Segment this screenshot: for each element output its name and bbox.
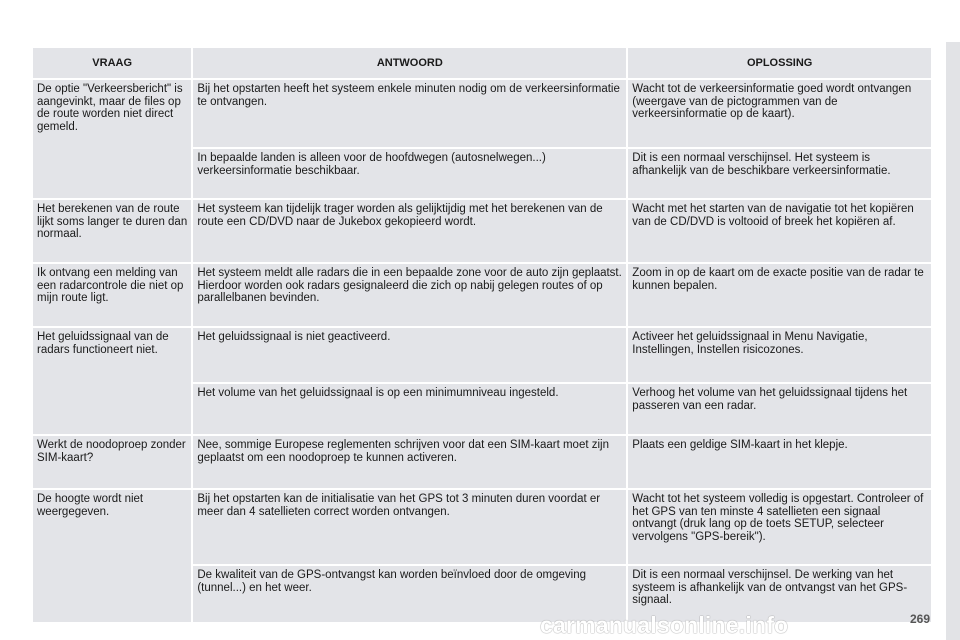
table-row (33, 328, 931, 382)
answer-cell: Het systeem kan tijdelijk trager worden als gelijktijdig met het berekenen van de route een CD/DVD naar de Jukebox gekopieerd wordt. (193, 200, 626, 262)
table-row (33, 264, 931, 326)
solution-cell: Wacht tot de verkeersinformatie goed wordt ontvangen (weergave van de pictogrammen van de verkeersinformatie op de kaart). (628, 80, 931, 147)
header-antwoord: ANTWOORD (193, 48, 626, 78)
solution-cell: Dit is een normaal verschijnsel. De werking van het systeem is afhankelijk van de ontvangst van het GPS-signaal. (628, 566, 931, 622)
solution-cell: Dit is een normaal verschijnsel. Het systeem is afhankelijk van de beschikbare verkeersinformatie. (628, 149, 931, 198)
page-number: 269 (909, 612, 930, 626)
table-row (33, 490, 931, 564)
answer-cell: De kwaliteit van de GPS-ontvangst kan worden beïnvloed door de omgeving (tunnel...) en het weer. (193, 566, 626, 622)
watermark: carmanualsonline.info (540, 612, 789, 638)
question-cell: Het berekenen van de route lijkt soms langer te duren dan normaal. (33, 200, 191, 262)
solution-cell: Wacht tot het systeem volledig is opgestart. Controleer of het GPS van ten minste 4 satellieten een signaal ontvangt (druk lang op de toets SETUP, selecteer vervolgens "GPS-bereik"). (628, 490, 931, 564)
question-cell: De optie "Verkeersbericht" is aangevinkt, maar de files op de route worden niet direct gemeld. (33, 80, 191, 198)
solution-cell: Verhoog het volume van het geluidssignaal tijdens het passeren van een radar. (628, 384, 931, 434)
header-oplossing: OPLOSSING (628, 48, 931, 78)
side-tab (946, 42, 960, 640)
question-cell: Werkt de noodoproep zonder SIM-kaart? (33, 436, 191, 488)
header-row (33, 48, 931, 78)
answer-cell: Het geluidssignaal is niet geactiveerd. (193, 328, 626, 382)
table-row (33, 80, 931, 147)
question-cell: Het geluidssignaal van de radars functioneert niet. (33, 328, 191, 434)
solution-cell: Plaats een geldige SIM-kaart in het klepje. (628, 436, 931, 488)
answer-cell: Nee, sommige Europese reglementen schrijven voor dat een SIM-kaart moet zijn geplaatst om een noodoproep te kunnen activeren. (193, 436, 626, 488)
question-cell: De hoogte wordt niet weergegeven. (33, 490, 191, 622)
header-vraag: VRAAG (33, 48, 191, 78)
answer-cell: Bij het opstarten kan de initialisatie van het GPS tot 3 minuten duren voordat er meer dan 4 satellieten correct worden ontvangen. (193, 490, 626, 564)
answer-cell: Bij het opstarten heeft het systeem enkele minuten nodig om de verkeersinformatie te ontvangen. (193, 80, 626, 147)
faq-table (31, 46, 933, 624)
question-cell: Ik ontvang een melding van een radarcontrole die niet op mijn route ligt. (33, 264, 191, 326)
answer-cell: In bepaalde landen is alleen voor de hoofdwegen (autosnelwegen...) verkeersinformatie beschikbaar. (193, 149, 626, 198)
solution-cell: Activeer het geluidssignaal in Menu Navigatie, Instellingen, Instellen risicozones. (628, 328, 931, 382)
answer-cell: Het systeem meldt alle radars die in een bepaalde zone voor de auto zijn geplaatst. Hierdoor worden ook radars gesignaleerd die zich op nabij gelegen routes of op parallelbanen bevinden. (193, 264, 626, 326)
solution-cell: Zoom in op de kaart om de exacte positie van de radar te kunnen bepalen. (628, 264, 931, 326)
answer-cell: Het volume van het geluidssignaal is op een minimumniveau ingesteld. (193, 384, 626, 434)
table-row (33, 436, 931, 488)
table-row (33, 200, 931, 262)
solution-cell: Wacht met het starten van de navigatie tot het kopiëren van de CD/DVD is voltooid of breek het kopiëren af. (628, 200, 931, 262)
